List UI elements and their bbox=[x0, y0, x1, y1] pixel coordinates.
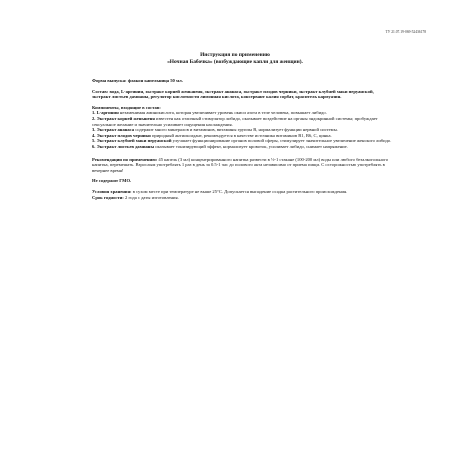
components-list bbox=[92, 105, 392, 150]
usage-text: 45 капель (3 мл) концентрированного напитка развести в ½-1 стакане (100-200 мл) воды или любого безалкогольного напитка, перемешать. Взрослым употреблять 1 раз в день за 0.5-1 час до полового акта независимо от приема пищи. С осторожностью употреблять в вечернее время! bbox=[92, 156, 389, 173]
component-text: содержит много минералов и витаминов, витамины группы В, нормализует функции нервной системы. bbox=[134, 127, 338, 133]
component-text: природный антиоксидант, рекомендуется в качестве источника витаминов B1, B6, C, цинка. bbox=[150, 132, 332, 138]
usage-label: Рекомендации по применению: bbox=[92, 156, 158, 162]
component-item bbox=[92, 144, 392, 150]
release-form-label: Форма выпуска: bbox=[92, 78, 127, 83]
storage-label: Условия хранения: bbox=[92, 188, 132, 194]
component-name: 1. L-аргинин bbox=[92, 110, 119, 116]
gmo-note: Не содержит ГМО. bbox=[92, 178, 132, 184]
component-name: 3. Экстракт ананаса bbox=[92, 127, 135, 133]
shelf-life-label: Срок годности: bbox=[92, 194, 124, 200]
component-name: 5. Экстракт клубней маки перуанской bbox=[92, 138, 172, 144]
component-name: 2. Экстракт корней женьшеня bbox=[92, 115, 155, 121]
composition bbox=[92, 89, 392, 100]
release-form bbox=[92, 78, 392, 84]
storage-text: в сухом месте при температуре не выше 25°C. Допускается выпадение осадка растительного происхождения. bbox=[132, 188, 348, 194]
component-text: известен как отличный стимулятор либидо, оказывает воздействие на органы эндокринной системы; пробуждает сексуальное желание и значительно усиливает ощущения наслаждения. bbox=[92, 115, 378, 127]
component-item bbox=[92, 116, 392, 127]
usage bbox=[92, 157, 392, 174]
document-body bbox=[92, 78, 392, 205]
component-name: 6. Экстракт листьев дамианы bbox=[92, 143, 155, 149]
component-text: улучшает функционирование органов половой сферы, стимулирует значительное увеличение женского либидо. bbox=[171, 138, 392, 144]
release-form-text: флакон капельница 50 мл. bbox=[127, 78, 183, 83]
component-name: 4. Экстракт плодов черники bbox=[92, 132, 151, 138]
shelf-life bbox=[92, 195, 392, 201]
composition-text: вода, L-аргинин, экстракт корней женьшеня, экстракт ананаса, экстракт плодов черники, экстракт клубней маки перуанской, экстракт листьев дамианы, регулятор кислотности лимонная кислота, консервант калия сорбат, краситель кармуазин. bbox=[92, 88, 374, 100]
component-text: незаменимая аминокислота, которая увеличивает уровень окиси азота в теле человека, повышает либидо. bbox=[118, 110, 327, 116]
component-text: оказывает тонизирующий эффект, нормализует кровоток, усиливает либидо, снимает напряжение. bbox=[154, 143, 348, 149]
composition-label: Состав: bbox=[92, 88, 109, 94]
title-line-1: Инструкция по применению bbox=[200, 52, 270, 58]
document-title bbox=[0, 52, 470, 66]
shelf-life-text: 2 года с даты изготовления. bbox=[125, 194, 179, 200]
title-line-2: «Ночная Бабочка» (возбуждающие капли для женщин). bbox=[167, 59, 303, 65]
document-code: ТУ 21.07.19-069-52436178 bbox=[385, 30, 426, 34]
components-heading: Компоненты, входящие в состав: bbox=[92, 104, 161, 110]
